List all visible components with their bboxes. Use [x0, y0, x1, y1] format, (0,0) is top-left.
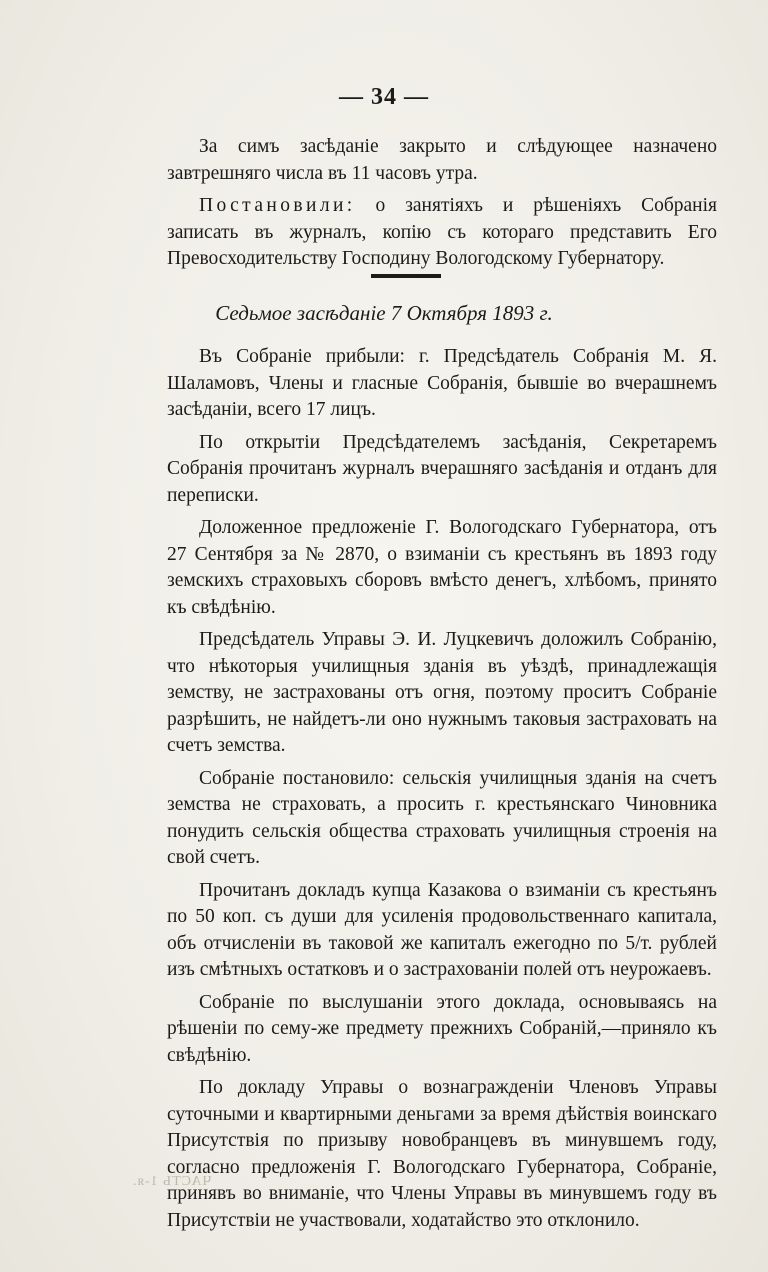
section-divider [371, 274, 441, 278]
bleed-through-mark: ЧАСТЬ 1-я. [132, 1174, 212, 1189]
resolved-label: Постановили: [199, 195, 356, 216]
paragraph-report-decision: Собраніе по выслушаніи этого доклада, основываясь на рѣшеніи по сему-же предмету прежнихъ Собраній,—приняло къ свѣдѣнію. [167, 991, 717, 1066]
main-text-block [167, 344, 717, 1234]
paragraph-school-insurance: Предсѣдатель Управы Э. И. Луцкевичъ доложилъ Собранію, что нѣкоторыя училищныя зданія въ уѣздѣ, принадлежащія земству, не застрахованы отъ огня, поэтому проситъ Собраніе разрѣшить, не найдетъ-ли оно нужнымъ таковыя застраховать на счетъ земства. [167, 629, 717, 756]
paragraph-resolved [167, 193, 717, 273]
resolved-text: о занятіяхъ и рѣшеніяхъ Собранія записать въ журналъ, копію съ котораго представить Его Превосходительству Господину Вологодскому Губернатору. [167, 195, 717, 269]
paragraph-journal-read: По открытіи Предсѣдателемъ засѣданія, Секретаремъ Собранія прочитанъ журналъ вчерашняго засѣданія и отданъ для переписки. [167, 431, 717, 506]
page-number: — 34 — [339, 84, 429, 110]
paragraph-kazakov-report: Прочитанъ докладъ купца Казакова о взиманіи съ крестьянъ по 50 коп. съ души для усиленія продовольственнаго капитала, объ отчисленіи въ таковой же капиталъ ежегодно по 5/т. рублей изъ смѣтныхъ остатковъ и о застрахованіи полей отъ неурожаевъ. [167, 879, 717, 980]
paragraph-remuneration: По докладу Управы о вознагражденіи Членовъ Управы суточными и квартирными деньгами за время дѣйствія воинскаго Присутствія по призыву новобранцевъ въ минувшемъ году, согласно предложенія Г. Вологодскаго Губернатора, Собраніе, принявъ во вниманіе, что Члены Управы въ минувшемъ году въ Присутствіи не участвовали, ходатайство это отклонило. [167, 1077, 717, 1231]
paragraph-governor-proposal: Доложенное предложеніе Г. Вологодскаго Губернатора, отъ 27 Сентября за № 2870, о взиманіи съ крестьянъ въ 1893 году земскихъ страховыхъ сборовъ вмѣсто денегъ, хлѣбомъ, принято къ свѣдѣнію. [167, 517, 717, 618]
closing-text-block [167, 134, 717, 273]
paragraph-assembly-decision: Собраніе постановило: сельскія училищныя зданія на счетъ земства не страховать, а просить г. крестьянскаго Чиновника понудить сельскія общества страховать училищныя строенія на свой счетъ. [167, 767, 717, 868]
paragraph-attendance: Въ Собраніе прибыли: г. Предсѣдатель Собранія М. Я. Шаламовъ, Члены и гласные Собранія, бывшіе во вчерашнемъ засѣданіи, всего 17 лицъ. [167, 346, 717, 420]
section-title: Седьмое засѣданіе 7 Октября 1893 г. [215, 301, 553, 325]
paragraph-adjourned: За симъ засѣданіе закрыто и слѣдующее назначено завтрешняго числа въ 11 часовъ утра. [167, 136, 717, 184]
